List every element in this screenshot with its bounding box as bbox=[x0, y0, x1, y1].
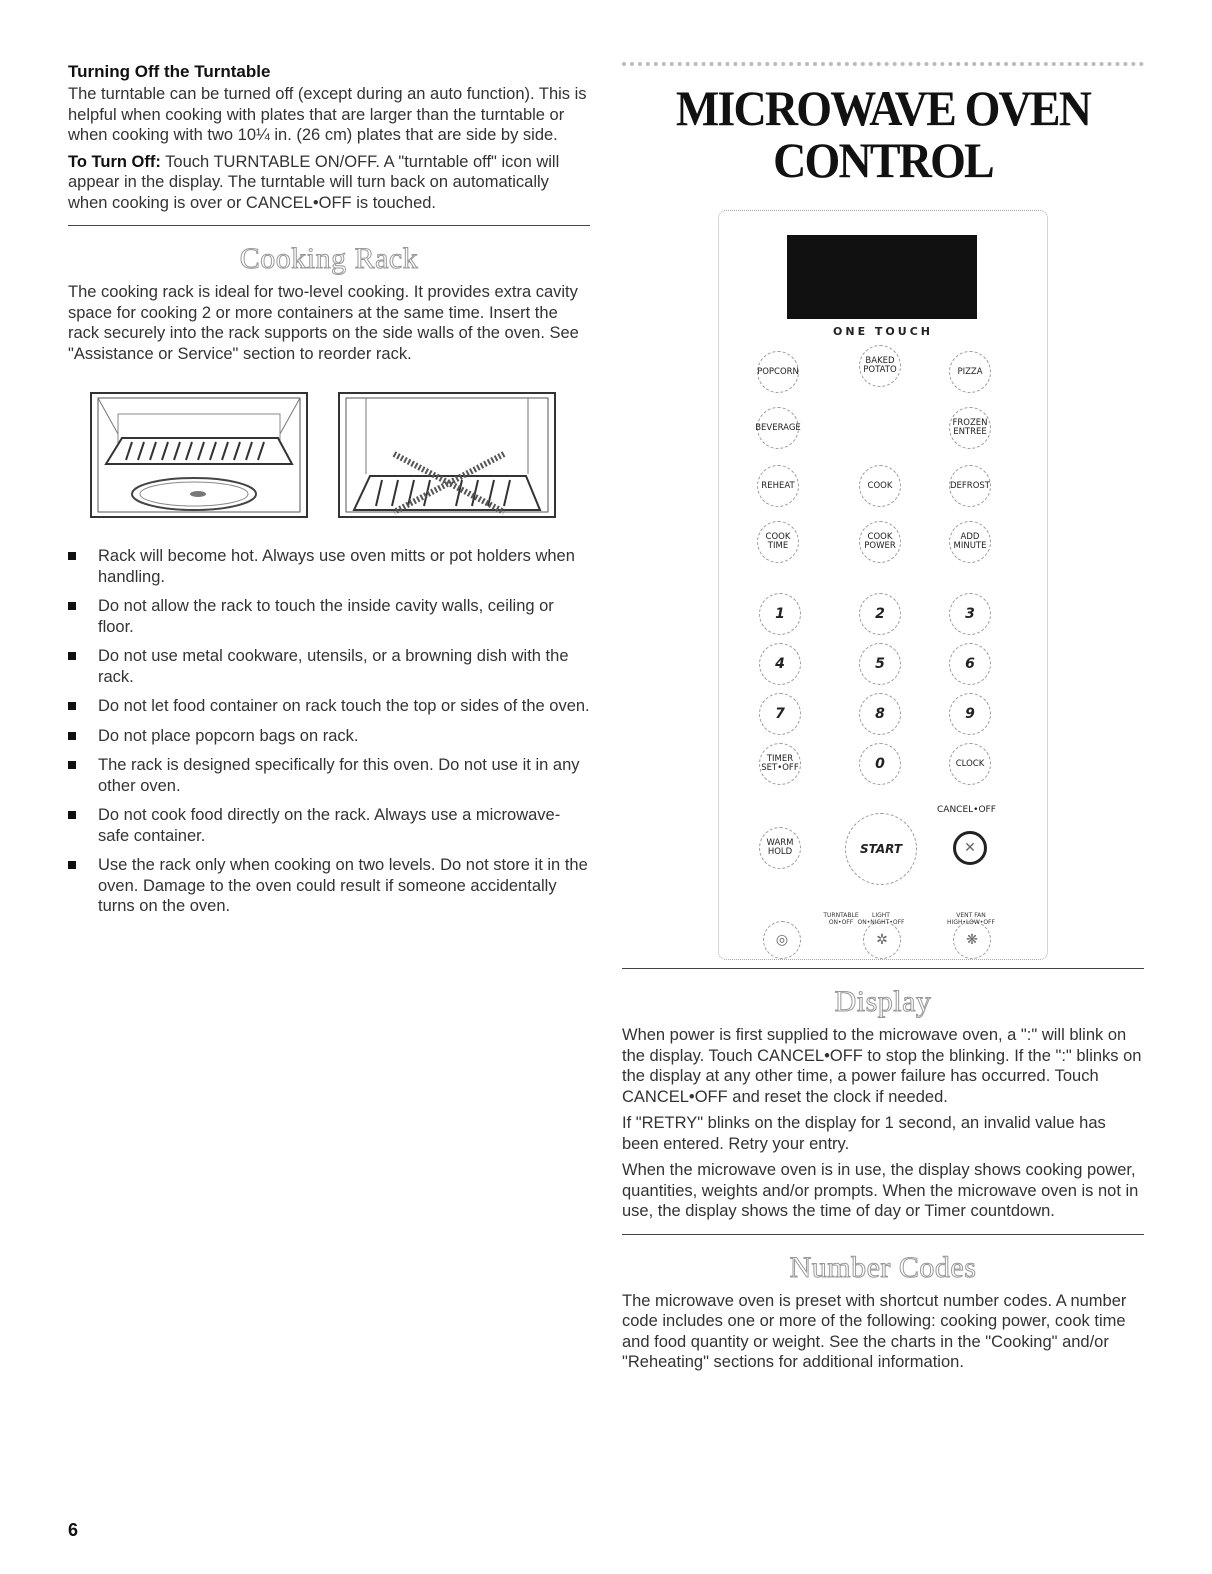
start-label: START bbox=[859, 841, 903, 856]
control-title-line2: CONTROL bbox=[773, 132, 993, 188]
number-8-button[interactable] bbox=[859, 693, 901, 735]
number-1-label: 1 bbox=[775, 605, 785, 622]
list-item: Rack will become hot. Always use oven mitts or pot holders when handling. bbox=[68, 546, 590, 587]
cook-time-button[interactable] bbox=[757, 521, 799, 563]
cook-time-label bbox=[766, 533, 791, 551]
turntable-line2: ON•OFF bbox=[828, 919, 854, 926]
control-title-line1: MICROWAVE OVEN bbox=[675, 80, 1091, 136]
cook-power-line2: POWER bbox=[864, 541, 896, 551]
number-1-button[interactable] bbox=[759, 593, 801, 635]
oven-rack-crossed-drawing bbox=[340, 394, 554, 516]
list-item: Do not let food container on rack touch the top or sides of the oven. bbox=[68, 696, 590, 717]
cook-power-label bbox=[864, 533, 896, 551]
number-2-button[interactable] bbox=[859, 593, 901, 635]
right-lower-content bbox=[622, 968, 1144, 1379]
turn-off-lead: To Turn Off: bbox=[68, 152, 161, 171]
dotted-divider bbox=[622, 62, 1144, 68]
minute-label: MINUTE bbox=[953, 541, 987, 551]
clock-button[interactable] bbox=[949, 743, 991, 785]
cooking-rack-title: Cooking Rack bbox=[239, 242, 419, 275]
cook-power-line1: COOK bbox=[867, 532, 893, 542]
list-item: The rack is designed specifically for this oven. Do not use it in any other oven. bbox=[68, 755, 590, 796]
warm-hold-button[interactable] bbox=[759, 827, 801, 869]
pizza-button[interactable] bbox=[949, 351, 991, 393]
number-5-button[interactable] bbox=[859, 643, 901, 685]
right-column bbox=[622, 62, 1144, 960]
beverage-button[interactable] bbox=[757, 407, 799, 449]
list-item: Do not allow the rack to touch the inside cavity walls, ceiling or floor. bbox=[68, 596, 590, 637]
frozen-label: FROZEN bbox=[952, 418, 988, 428]
popcorn-button[interactable] bbox=[757, 351, 799, 393]
cook-label: COOK bbox=[867, 480, 893, 491]
number-0-label: 0 bbox=[875, 755, 885, 772]
add-minute-label bbox=[954, 533, 987, 551]
rack-illustrations bbox=[90, 392, 590, 518]
light-line1: LIGHT bbox=[872, 912, 890, 919]
number-9-button[interactable] bbox=[949, 693, 991, 735]
turntable-line1: TURNTABLE bbox=[823, 912, 859, 919]
timer-button[interactable] bbox=[759, 743, 801, 785]
rack-installed-illustration bbox=[90, 392, 308, 518]
list-item: Do not place popcorn bags on rack. bbox=[68, 726, 590, 747]
divider bbox=[68, 225, 590, 226]
frozen-entree-label bbox=[952, 419, 987, 437]
turn-off-paragraph bbox=[68, 152, 590, 214]
turn-off-text: Touch TURNTABLE ON/OFF. A "turntable off" icon will appear in the display. The turntable will turn back on automatically when cooking is over or CANCEL•OFF is touched. bbox=[68, 152, 560, 212]
beverage-label: BEVERAGE bbox=[755, 422, 801, 433]
one-touch-label: ONE TOUCH bbox=[833, 325, 933, 338]
divider bbox=[622, 1234, 1144, 1235]
pizza-label: PIZZA bbox=[957, 366, 983, 377]
reheat-button[interactable] bbox=[757, 465, 799, 507]
cook-time-line1: COOK bbox=[765, 532, 791, 542]
left-column bbox=[68, 62, 590, 926]
cook-power-button[interactable] bbox=[859, 521, 901, 563]
number-3-button[interactable] bbox=[949, 593, 991, 635]
number-codes-paragraph: The microwave oven is preset with shortcut number codes. A number code includes one or more of the following: cooking power, cook time and food quantity or weight. See the charts in the "Cooking" and/or "Reheating" sections for additional information. bbox=[622, 1291, 1127, 1371]
number-0-button[interactable] bbox=[859, 743, 901, 785]
frozen-entree-button[interactable] bbox=[949, 407, 991, 449]
number-6-button[interactable] bbox=[949, 643, 991, 685]
number-9-label: 9 bbox=[965, 705, 975, 722]
timer-line1: TIMER bbox=[766, 754, 794, 764]
cook-button[interactable] bbox=[859, 465, 901, 507]
entree-label: ENTREE bbox=[953, 427, 987, 437]
light-bulb-icon: ✲ bbox=[876, 931, 888, 948]
baked-potato-button[interactable] bbox=[859, 345, 901, 387]
potato-label: POTATO bbox=[863, 365, 897, 375]
reheat-label: REHEAT bbox=[761, 480, 795, 491]
display-paragraph-1: When power is first supplied to the microwave oven, a ":" will blink on the display. Touch CANCEL•OFF to stop the blinking. If the ":" blinks on the display at any other time, a power failure has occurred. Touch CANCEL•OFF and reset the clock if needed. bbox=[622, 1026, 1142, 1106]
start-button[interactable] bbox=[845, 813, 917, 885]
divider bbox=[622, 968, 1144, 969]
oven-rack-drawing bbox=[92, 394, 306, 516]
light-line2: ON•NIGHT•OFF bbox=[857, 919, 905, 926]
warm-hold-label bbox=[767, 839, 794, 857]
add-label: ADD bbox=[960, 532, 980, 542]
cancel-off-button[interactable] bbox=[953, 831, 987, 865]
turntable-icon: ◎ bbox=[775, 931, 789, 948]
list-item: Do not use metal cookware, utensils, or a browning dish with the rack. bbox=[68, 646, 590, 687]
display-screen bbox=[787, 235, 977, 319]
timer-line2: SET•OFF bbox=[761, 763, 799, 773]
cancel-x-icon: ✕ bbox=[964, 839, 976, 856]
timer-label bbox=[761, 755, 798, 773]
vent-line2: HIGH•LOW•OFF bbox=[947, 919, 995, 926]
display-title: Display bbox=[834, 985, 932, 1018]
add-minute-button[interactable] bbox=[949, 521, 991, 563]
light-label bbox=[846, 912, 916, 926]
popcorn-label: POPCORN bbox=[757, 366, 799, 377]
turntable-heading: Turning Off the Turntable bbox=[68, 62, 271, 81]
number-codes-title: Number Codes bbox=[789, 1250, 977, 1284]
cancel-off-label: CANCEL•OFF bbox=[937, 805, 996, 815]
display-paragraph-2: If "RETRY" blinks on the display for 1 second, an invalid value has been entered. Retry your entry. bbox=[622, 1114, 1106, 1153]
vent-fan-label bbox=[936, 912, 1006, 926]
control-panel bbox=[718, 210, 1048, 960]
rack-bullet-list bbox=[68, 546, 590, 917]
page-number: 6 bbox=[68, 1520, 79, 1540]
rack-incorrect-illustration bbox=[338, 392, 556, 518]
number-5-label: 5 bbox=[875, 655, 885, 672]
number-8-label: 8 bbox=[875, 705, 885, 722]
cooking-rack-paragraph: The cooking rack is ideal for two-level cooking. It provides extra cavity space for cooking 2 or more containers at the same time. Insert the rack securely into the rack supports on the side walls of the oven. See "Assistance or Service" section to reorder rack. bbox=[68, 283, 579, 363]
baked-label: BAKED bbox=[865, 356, 895, 366]
number-6-label: 6 bbox=[965, 655, 975, 672]
vent-line1: VENT FAN bbox=[956, 912, 986, 919]
warm-line1: WARM bbox=[766, 838, 794, 848]
list-item: Do not cook food directly on the rack. Always use a microwave-safe container. bbox=[68, 805, 590, 846]
display-paragraph-3: When the microwave oven is in use, the display shows cooking power, quantities, weights and/or prompts. When the microwave oven is not in use, the display shows the time of day or Timer countdown. bbox=[622, 1161, 1139, 1220]
vent-fan-button[interactable] bbox=[953, 921, 991, 959]
turntable-paragraph: The turntable can be turned off (except during an auto function). This is helpful when cooking with plates that are larger than the turntable or when cooking with two 10¼ in. (26 cm) plates that are side by side. bbox=[68, 85, 587, 144]
clock-label: CLOCK bbox=[955, 758, 985, 769]
turntable-button[interactable] bbox=[763, 921, 801, 959]
number-4-button[interactable] bbox=[759, 643, 801, 685]
number-3-label: 3 bbox=[965, 605, 975, 622]
defrost-label: DEFROST bbox=[950, 480, 990, 491]
number-2-label: 2 bbox=[875, 605, 885, 622]
defrost-button[interactable] bbox=[949, 465, 991, 507]
number-4-label: 4 bbox=[775, 655, 785, 672]
fan-icon: ❋ bbox=[966, 931, 978, 948]
warm-line2: HOLD bbox=[767, 847, 793, 857]
cook-time-line2: TIME bbox=[767, 541, 789, 551]
number-7-label: 7 bbox=[775, 705, 785, 722]
control-title bbox=[643, 82, 1123, 186]
baked-potato-label bbox=[863, 357, 896, 375]
light-button[interactable] bbox=[863, 921, 901, 959]
list-item: Use the rack only when cooking on two levels. Do not store it in the oven. Damage to the oven could result if someone accidentally turns on the oven. bbox=[68, 855, 590, 917]
number-7-button[interactable] bbox=[759, 693, 801, 735]
